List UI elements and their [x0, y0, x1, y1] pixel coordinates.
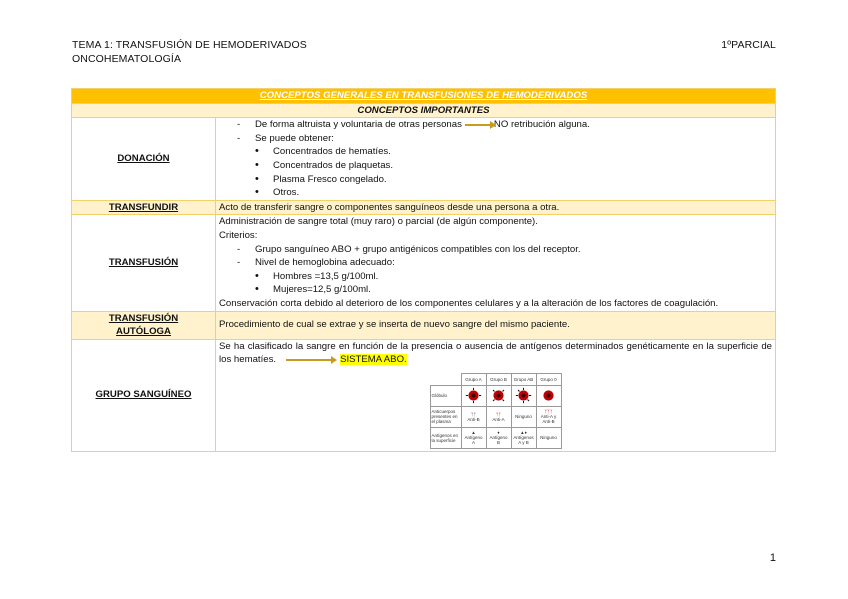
concepts-table — [71, 88, 776, 452]
header-subject: ONCOHEMATOLOGÍA — [72, 53, 182, 65]
abo-table — [430, 373, 562, 449]
antigen-b — [486, 427, 511, 448]
red-cell-0 — [536, 385, 561, 406]
table-title: CONCEPTOS GENERALES EN TRANSFUSIONES DE HEMODERIVADOS — [72, 89, 776, 104]
abo-header-row — [430, 373, 561, 385]
red-blood-cell-icon — [540, 387, 557, 404]
red-blood-cell-icon — [465, 387, 482, 404]
desc-transfusion — [216, 215, 776, 311]
abo-row-label: Glóbulo — [430, 385, 461, 406]
antigen-label: Antígenos A y B — [513, 435, 534, 446]
row-donacion — [72, 118, 776, 201]
antibody-label: Anti-A y Anti-B — [540, 414, 557, 425]
antibody-icon: ᛉᛉ — [495, 411, 502, 417]
abo-col-ab: Grupo AB — [511, 373, 536, 385]
abo-row-label: Anticuerpos presentes en el plasma — [430, 406, 461, 427]
antibody-icon: ᛉᛉ — [470, 411, 477, 417]
table-subtitle: CONCEPTOS IMPORTANTES — [72, 103, 776, 118]
term-autologa — [72, 311, 216, 339]
abo-row-label: Antígenos en la superficie — [430, 427, 461, 448]
desc-transfundir: Acto de transferir sangre o componentes sanguíneos desde una persona a otra. — [216, 200, 776, 215]
header-title: TEMA 1: TRANSFUSIÓN DE HEMODERIVADOS — [72, 39, 307, 51]
grupo-desc-text: Se ha clasificado la sangre en función de la presencia o ausencia de antígenos determinados genéticamente en la superficie de los hematíes. — [219, 340, 772, 366]
abo-figure — [219, 367, 772, 451]
list-item: - Nivel de hemoglobina adecuado: — [237, 256, 772, 270]
desc-grupo-sanguineo — [216, 339, 776, 451]
arrow-right-icon — [465, 124, 491, 126]
antigen-label: Antígeno B — [489, 435, 508, 446]
list-item: • Mujeres=12,5 g/100ml. — [255, 283, 772, 297]
donacion-line1-text: De forma altruista y voluntaria de otras personas — [255, 119, 462, 131]
term-transfundir: TRANSFUNDIR — [72, 200, 216, 215]
desc-autologa: Procedimiento de cual se extrae y se inserta de nuevo sangre del mismo paciente. — [216, 311, 776, 339]
term-donacion: DONACIÓN — [72, 118, 216, 201]
abo-corner — [430, 373, 461, 385]
term-grupo-sanguineo: GRUPO SANGUÍNEO — [72, 339, 216, 451]
row-grupo-sanguineo — [72, 339, 776, 451]
term-autologa-line2: AUTÓLOGA — [116, 326, 171, 338]
antibody-b — [486, 406, 511, 427]
list-item: - Grupo sanguíneo ABO + grupo antigénicos compatibles con los del receptor. — [237, 243, 772, 257]
term-transfusion: TRANSFUSIÓN — [72, 215, 216, 311]
antibody-label: Ninguno — [515, 414, 532, 420]
abo-col-b: Grupo B — [486, 373, 511, 385]
antibody-icon: ᛉᛉᛉ — [544, 409, 553, 415]
red-blood-cell-icon — [490, 387, 507, 404]
row-transfusion — [72, 215, 776, 311]
antigen-label: Ninguno — [540, 435, 557, 441]
antibody-ab — [511, 406, 536, 427]
antigen-icon: ▲ — [471, 430, 476, 436]
list-item: - Se puede obtener: — [237, 132, 772, 146]
term-autologa-line1: TRANSFUSIÓN — [108, 312, 179, 324]
abo-col-a: Grupo A — [461, 373, 486, 385]
list-item: • Otros. — [255, 186, 772, 200]
arrow-right-icon — [286, 359, 332, 361]
abo-cell-row — [430, 385, 561, 406]
antigen-a — [461, 427, 486, 448]
transfusion-criteria-label: Criterios: — [219, 229, 258, 241]
transfusion-conservation: Conservación corta debido al deterioro de los componentes celulares y a la alteración de los factores de coagulación. — [219, 297, 719, 309]
antibody-label: Anti-B — [467, 416, 480, 422]
document-header — [72, 38, 307, 66]
row-autologa — [72, 311, 776, 339]
antigen-ab — [511, 427, 536, 448]
antibody-0 — [536, 406, 561, 427]
table-title-row — [72, 89, 776, 104]
abo-antigen-row — [430, 427, 561, 448]
antibody-a — [461, 406, 486, 427]
red-cell-ab — [511, 385, 536, 406]
transfusion-definition: Administración de sangre total (muy raro) o parcial (de algún componente). — [219, 216, 538, 228]
red-cell-b — [486, 385, 511, 406]
row-transfundir — [72, 200, 776, 215]
red-blood-cell-icon — [515, 387, 532, 404]
list-item: • Hombres =13,5 g/100ml. — [255, 270, 772, 284]
header-partial: 1ºPARCIAL — [721, 39, 776, 51]
antigen-icon: ▲♦ — [520, 430, 527, 436]
grupo-description — [219, 340, 772, 367]
list-item: • Concentrados de plaquetas. — [255, 159, 772, 173]
list-item: • Concentrados de hematíes. — [255, 145, 772, 159]
list-item — [237, 118, 772, 132]
desc-donacion — [216, 118, 776, 201]
abo-col-0: Grupo 0 — [536, 373, 561, 385]
abo-antibody-row — [430, 406, 561, 427]
antibody-label: Anti-A — [492, 416, 505, 422]
antigen-0 — [536, 427, 561, 448]
table-subtitle-row — [72, 103, 776, 118]
list-item: • Plasma Fresco congelado. — [255, 173, 772, 187]
donacion-line1-result: NO retribución alguna. — [493, 119, 590, 131]
sistema-abo-highlight: SISTEMA ABO. — [340, 354, 407, 366]
antigen-icon: ♦ — [497, 430, 500, 436]
antigen-label: Antígeno A — [464, 435, 483, 446]
page-number: 1 — [769, 552, 776, 564]
red-cell-a — [461, 385, 486, 406]
